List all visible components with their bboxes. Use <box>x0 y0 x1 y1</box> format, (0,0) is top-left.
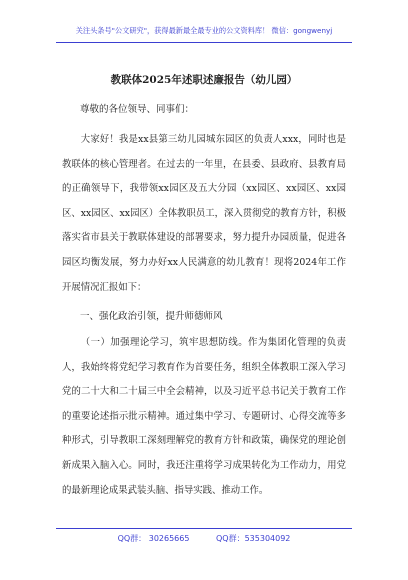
footer <box>56 533 352 544</box>
salutation: 尊敬的各位领导、同事们： <box>80 104 195 115</box>
paragraph-intro: 大家好！我是xx县第三幼儿园城东园区的负责人xxx，同时也是教联体的核心管理者。在过去的一年里，在县委、县政府、县教育局的正确领导下，我带领xx园区及五大分园（xx园区、xx园区、xx园区、xx园区、xx园区）全体教职员工，深入贯彻党的教育方针，积极落实省市县关于教联体建设的部署要求，努力提升办园质量，促进各园区均衡发展，努力办好xx人民满意的幼儿教育！现将2024年工作开展情况汇报如下： <box>62 134 346 293</box>
footer-qq-group-2: QQ群：535304092 <box>216 534 291 543</box>
header-banner: 关注头条号"公文研究"，获得最新最全最专业的公文资料库！ 微信：gongwenyj <box>75 26 333 35</box>
header-divider <box>56 42 352 43</box>
footer-qq-group-1: QQ群： 30265665 <box>117 534 190 543</box>
document-title: 教联体2025年述职述廉报告（幼儿园） <box>110 74 298 86</box>
footer-divider <box>56 528 352 529</box>
paragraph-theory-study: （一）加强理论学习，筑牢思想防线。作为集团化管理的负责人，我始终将党纪学习教育作为首要任务，组织全体教职工深入学习党的二十大和二十届三中全会精神，以及习近平总书记关于教育工作的重要论述指示批示精神。通过集中学习、专题研讨、心得交流等多种形式，引导教职工深刻理解党的教育方针和政策，确保党的理论创新成果入脑入心。同时，我还注重将学习成果转化为工作动力，用党的最新理论成果武装头脑、指导实践、推动工作。 <box>62 337 346 496</box>
section-heading-1: 一、强化政治引领，提升师德师风 <box>80 311 223 322</box>
